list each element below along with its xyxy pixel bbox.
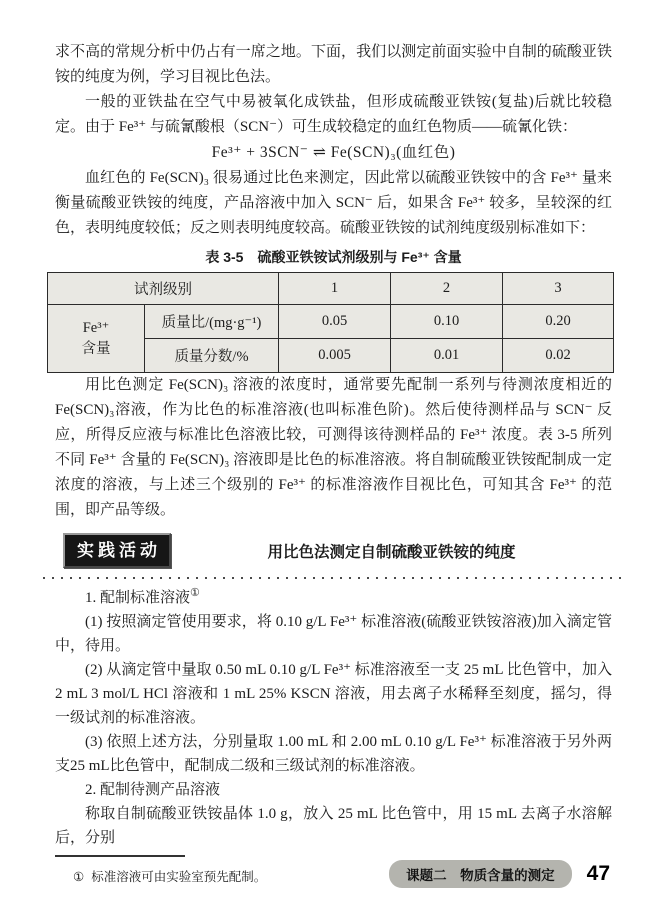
paragraph-intro-continuation: 求不高的常规分析中仍占有一席之地。下面，我们以测定前面实验中自制的硫酸亚铁铵的纯度为例，学习目视比色法。 xyxy=(55,44,612,85)
cell-mass-fraction-2: 0.01 xyxy=(391,339,503,373)
cell-mass-fraction-3: 0.02 xyxy=(503,339,614,373)
chemical-equation: Fe³⁺ + 3SCN⁻ ⇌ Fe(SCN)₃(血红色) xyxy=(211,144,456,161)
step-1-item-2: (2) 从滴定管中量取 0.50 mL 0.10 g/L Fe³⁺ 标准溶液至一支 25 mL 比色管中，加入 2 mL 3 mol/L HCl 溶液和 1 mL 25% KSCN 溶液，用去离子水稀释至刻度，摇匀，得一级试剂的标准溶液。 xyxy=(55,662,612,726)
step-1-item-3: (3) 依照上述方法，分别量取 1.00 mL 和 2.00 mL 0.10 g/L Fe³⁺ 标准溶液于另外两支25 mL比色管中，配制成二级和三级试剂的标准溶液。 xyxy=(55,734,612,774)
table-row-mass-ratio xyxy=(48,305,614,339)
step-2-heading: 2. 配制待测产品溶液 xyxy=(85,782,221,798)
step-1-item-1: (1) 按照滴定管使用要求，将 0.10 g/L Fe³⁺ 标准溶液(硫酸亚铁铵溶液)加入滴定管中，待用。 xyxy=(55,614,612,654)
footnote-rule xyxy=(55,855,185,857)
fe-ion-label: Fe³⁺ xyxy=(82,319,110,336)
table-header-row xyxy=(48,273,614,305)
paragraph-standard-solutions: 用比色测定 Fe(SCN)₃ 溶液的浓度时，通常要先配制一系列与待测浓度相近的 Fe(SCN)₃溶液，作为比色的标准溶液(也叫标准色阶)。然后使待测样品与 SCN⁻ 反应，所得反应液与标准比色溶液比较，可测得该待测样品的 Fe³⁺ 浓度。表 3-5 所列不同 Fe³⁺ 含量的 Fe(SCN)₃ 溶液即是比色的标准溶液。将自制硫酸亚铁铵配制成一定浓度的溶液，与上述三个级别的 Fe³⁺ 的标准溶液作目视比色，可知其含 Fe³⁺ 的范围，即产品等级。 xyxy=(55,377,612,518)
cell-mass-ratio-2: 0.10 xyxy=(391,305,503,339)
step-2-body: 称取自制硫酸亚铁铵晶体 1.0 g，放入 25 mL 比色管中，用 15 mL 去离子水溶解后，分别 xyxy=(55,806,612,846)
cell-mass-ratio-3: 0.20 xyxy=(503,305,614,339)
cell-mass-fraction-1: 0.005 xyxy=(279,339,391,373)
activity-header xyxy=(63,533,612,568)
paragraph-colorimetry-principle: 血红色的 Fe(SCN)₃ 很易通过比色来测定，因此常以硫酸亚铁铵中的含 Fe³⁺ 量来衡量硫酸亚铁铵的纯度，产品溶液中加入 SCN⁻ 后，如果含 Fe³⁺ 较多，呈较深的红色，表明纯度较低；反之则表明纯度较高。硫酸亚铁铵的试剂纯度级别标准如下： xyxy=(55,170,612,236)
cell-fe-content-group xyxy=(48,305,145,373)
activity-steps xyxy=(55,586,612,850)
footnote-text: 标准溶液可由实验室预先配制。 xyxy=(91,870,267,884)
header-reagent-grade: 试剂级别 xyxy=(48,273,279,305)
practice-activity-badge: 实践活动 xyxy=(63,533,171,568)
chapter-label-pill: 课题二 物质含量的测定 xyxy=(389,860,572,888)
page-footer xyxy=(389,860,610,888)
table-caption: 表 3-5 硫酸亚铁铵试剂级别与 Fe³⁺ 含量 xyxy=(205,249,462,265)
header-level-3: 3 xyxy=(503,273,614,305)
paragraph-ferrous-salt: 一般的亚铁盐在空气中易被氧化成铁盐，但形成硫酸亚铁铵(复盐)后就比较稳定。由于 Fe³⁺ 与硫氰酸根（SCN⁻）可生成较稳定的血红色物质——硫氰化铁： xyxy=(55,94,612,135)
step-1-heading xyxy=(55,586,612,610)
cell-mass-fraction-label: 质量分数/% xyxy=(145,339,279,373)
reagent-grade-table xyxy=(47,272,614,373)
footnote-marker: ① xyxy=(73,870,85,884)
page-number: 47 xyxy=(586,862,610,885)
step-1-label: 1. 配制标准溶液 xyxy=(85,590,191,606)
dotted-separator xyxy=(43,577,621,579)
cell-mass-ratio-label: 质量比/(mg·g⁻¹) xyxy=(145,305,279,339)
cell-mass-ratio-1: 0.05 xyxy=(279,305,391,339)
header-level-2: 2 xyxy=(391,273,503,305)
activity-title: 用比色法测定自制硫酸亚铁铵的纯度 xyxy=(267,543,516,561)
header-level-1: 1 xyxy=(279,273,391,305)
footnote-reference: ① xyxy=(190,587,200,599)
content-label: 含量 xyxy=(81,340,111,357)
